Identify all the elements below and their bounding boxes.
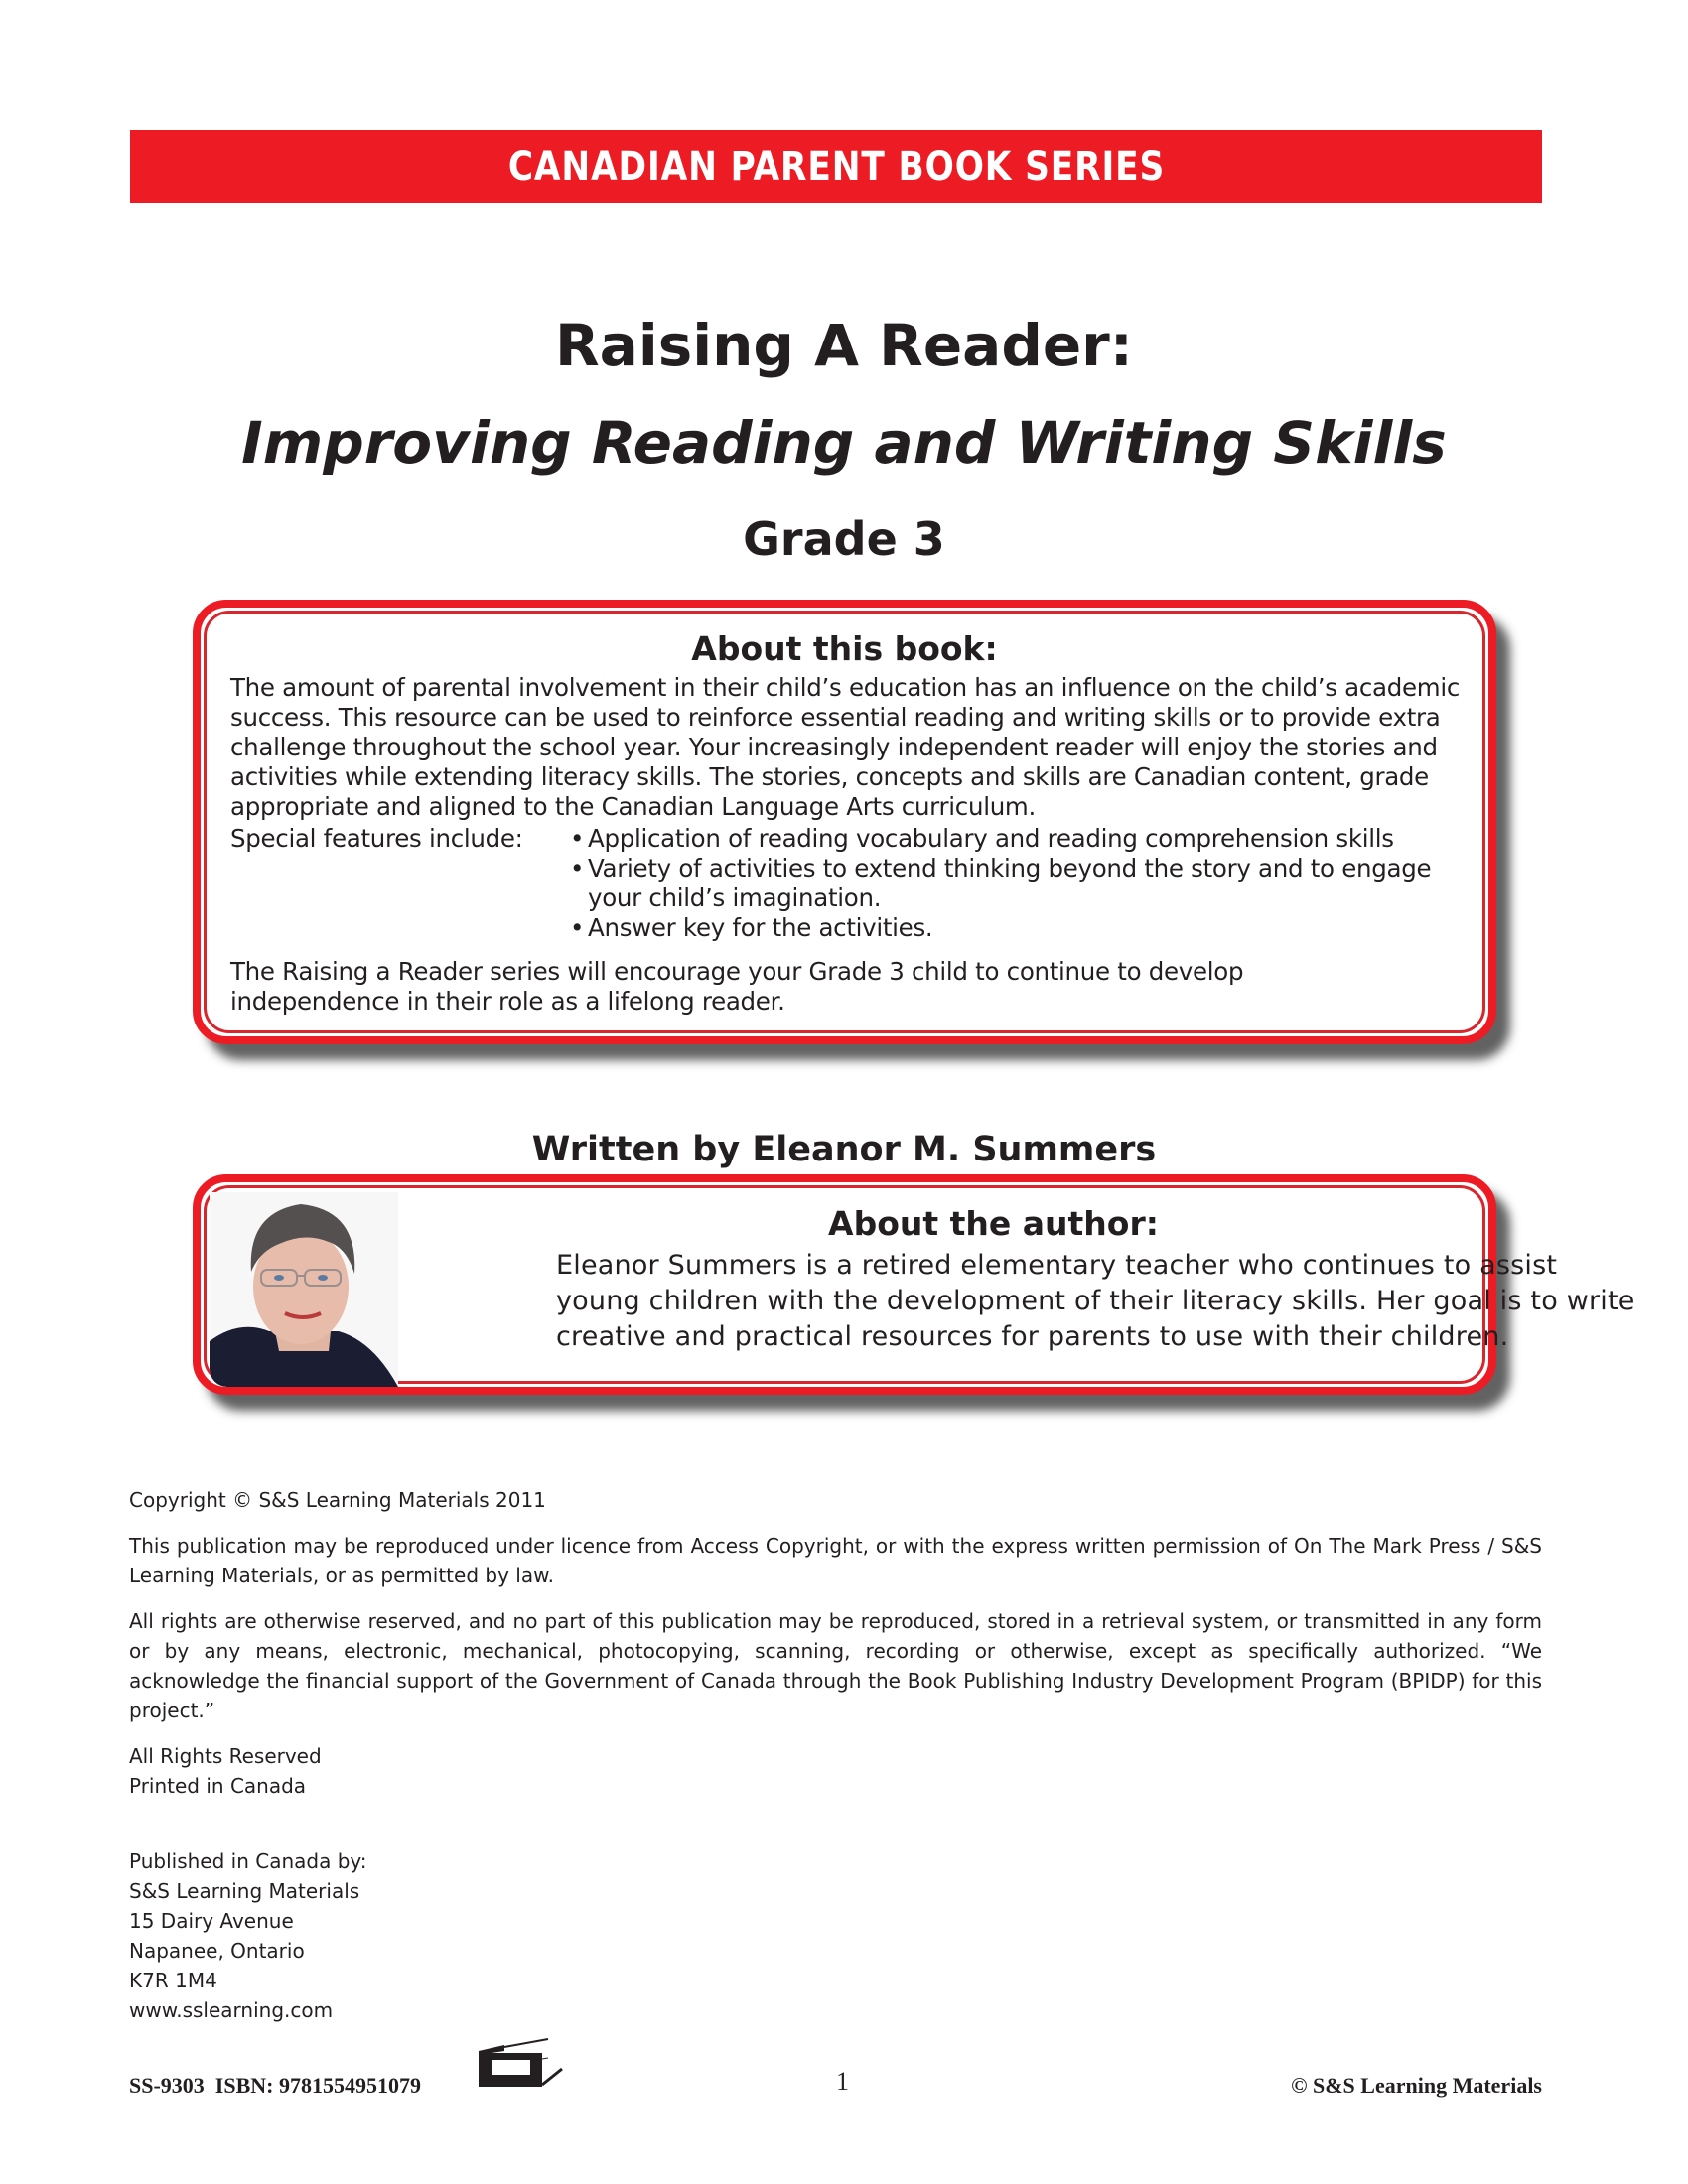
legal-block xyxy=(129,1485,1542,1817)
about-book-closing: The Raising a Reader series will encourage your Grade 3 child to continue to develop independence in their role as a lifelong reader. xyxy=(230,957,1244,1016)
book-subtitle: Improving Reading and Writing Skills xyxy=(241,409,1447,477)
feature-item: • Application of reading vocabulary and reading comprehension skills xyxy=(568,824,1462,854)
page-number: 1 xyxy=(836,2067,849,2096)
feature-item: • Variety of activities to extend thinking beyond the story and to engage your child’s imagination. xyxy=(568,854,1462,913)
publisher-block xyxy=(129,1846,367,2025)
copyright-line: Copyright © S&S Learning Materials 2011 xyxy=(129,1488,546,1512)
special-features xyxy=(230,824,1481,943)
about-author-heading: About the author: xyxy=(828,1204,1159,1243)
about-book-box xyxy=(193,600,1496,1044)
all-rights-reserved: All Rights Reserved xyxy=(129,1744,322,1768)
publisher-label: Published in Canada by: xyxy=(129,1849,367,1873)
author-photo xyxy=(210,1192,398,1387)
publisher-postal: K7R 1M4 xyxy=(129,1969,217,1992)
written-by: Written by Eleanor M. Summers xyxy=(531,1130,1157,1169)
features-label: Special features include: xyxy=(230,824,523,853)
features-list xyxy=(568,824,1462,943)
rights-text: All rights are otherwise reserved, and no part of this publication may be reproduced, stored in a retrieval system, or transmitted in any form or by any means, electronic, mechanical, photocopying, scanning, recording or otherwise, except as specifically authorized. “We acknowledge the financial support of the Government of Canada through the Book Publishing Industry Development Program (BPIDP) for this project.” xyxy=(129,1609,1542,1722)
series-banner xyxy=(130,130,1542,203)
publisher-city: Napanee, Ontario xyxy=(129,1939,305,1963)
about-author-box xyxy=(193,1174,1635,1395)
book-title: Raising A Reader: xyxy=(555,312,1133,379)
series-label: CANADIAN PARENT BOOK SERIES xyxy=(507,143,1165,190)
publisher-website[interactable]: www.sslearning.com xyxy=(129,1998,334,2022)
footer-copyright: © S&S Learning Materials xyxy=(1291,2073,1542,2098)
about-book-paragraph: The amount of parental involvement in their child’s education has an influence on the child’s academic success. This resource can be used to reinforce essential reading and writing skills or to provide extra challenge throughout the school year. Your increasingly independent reader will enjoy the stories and activities while extending literacy skills. The stories, concepts and skills are Canadian content, grade appropriate and aligned to the Canadian Language Arts curriculum. xyxy=(230,673,1461,821)
publisher-name: S&S Learning Materials xyxy=(129,1879,360,1903)
photocopier-icon xyxy=(477,2037,576,2089)
author-bio: Eleanor Summers is a retired elementary teacher who continues to assist young children with the development of their literacy skills. Her goal is to write creative and practical resources for parents to use with their children. xyxy=(556,1250,1635,1352)
author-portrait-icon xyxy=(210,1192,398,1387)
feature-item: • Answer key for the activities. xyxy=(568,913,1462,943)
about-book-heading: About this book: xyxy=(691,629,998,668)
license-text: This publication may be reproduced under licence from Access Copyright, or with the express written permission of On The Mark Press / S&S Learning Materials, or as permitted by law. xyxy=(129,1534,1542,1587)
footer-code-isbn: SS-9303 ISBN: 9781554951079 xyxy=(129,2073,421,2098)
publisher-street: 15 Dairy Avenue xyxy=(129,1909,294,1933)
grade-label: Grade 3 xyxy=(743,512,945,566)
printed-in: Printed in Canada xyxy=(129,1774,307,1798)
